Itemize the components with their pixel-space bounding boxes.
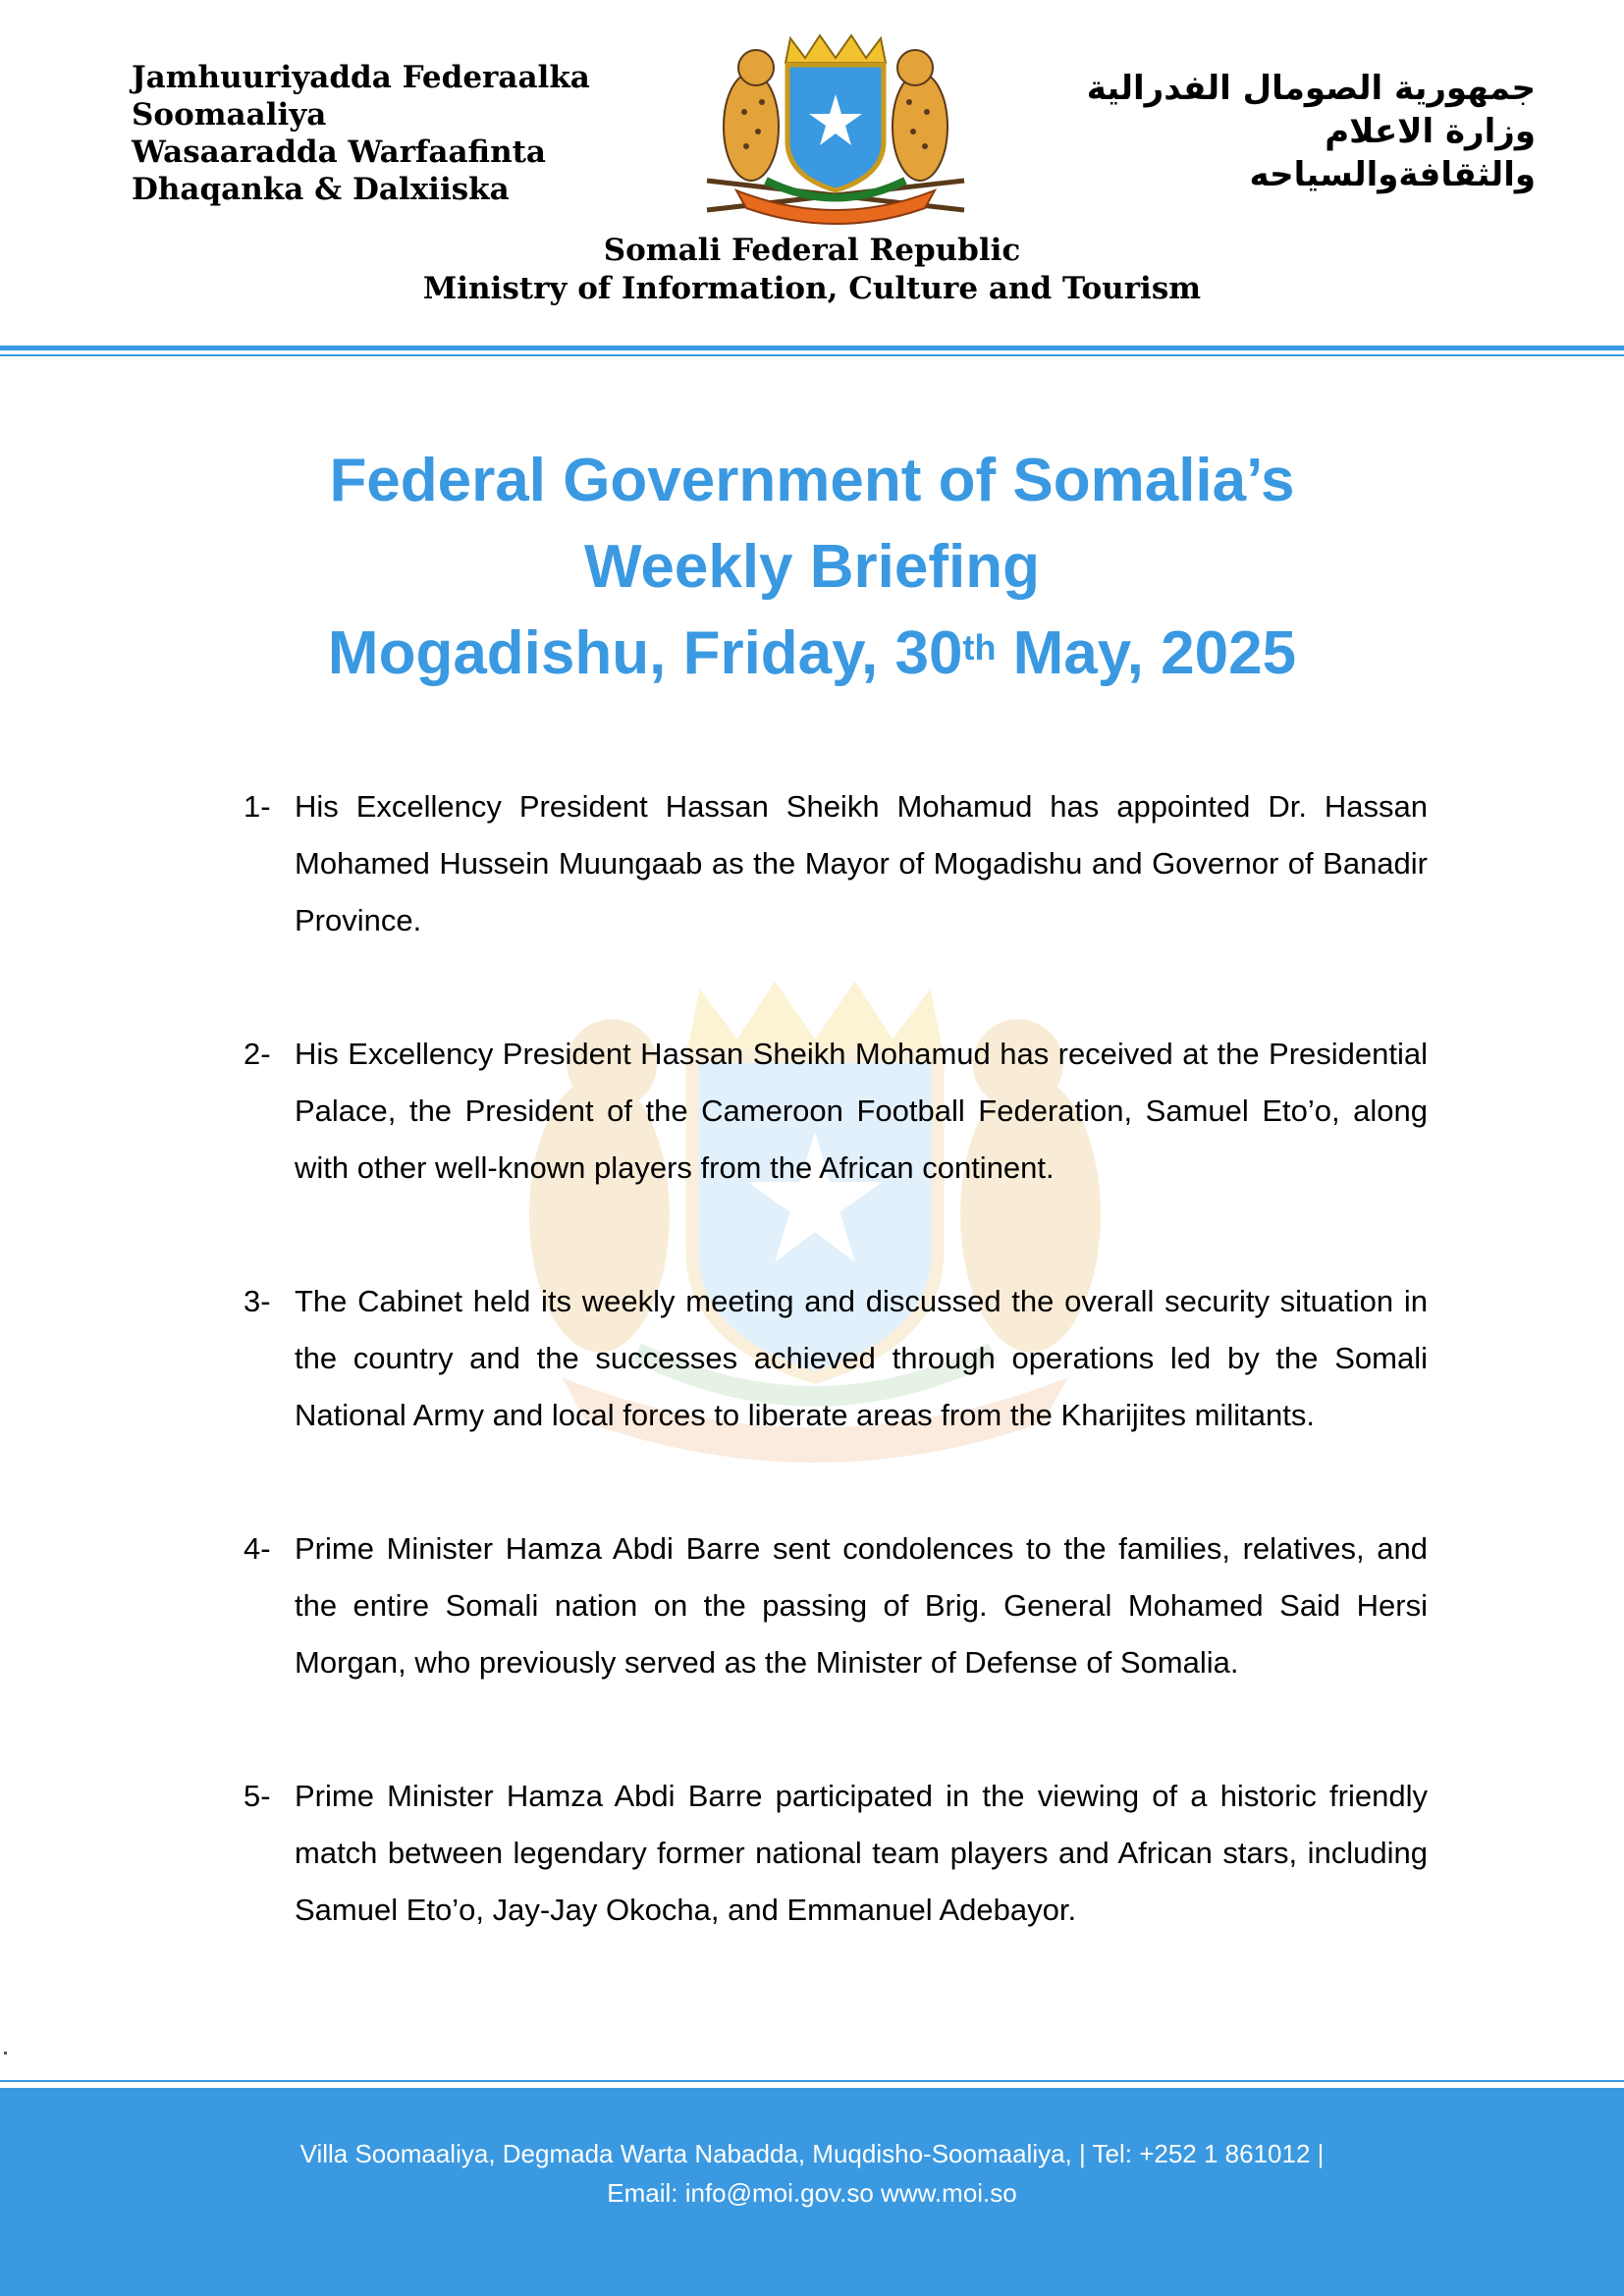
list-item: [244, 1768, 1428, 1939]
header-divider-thin: [0, 354, 1624, 356]
item-number: 2-: [244, 1037, 271, 1071]
stray-dot: [4, 2052, 7, 2055]
somali-header-line: Jamhuuriyadda Federaalka: [132, 60, 590, 95]
list-item: [244, 778, 1428, 949]
somali-header-line: Dhaqanka & Dalxiiska: [132, 172, 510, 207]
list-item: [244, 1273, 1428, 1444]
title-date-pre: Mogadishu, Friday, 30: [327, 619, 963, 687]
title-line-2: Weekly Briefing: [583, 533, 1040, 601]
english-header-line: Somali Federal Republic: [603, 233, 1021, 268]
somalia-coat-of-arms-icon: [697, 33, 974, 230]
title-line-1: Federal Government of Somalia’s: [329, 447, 1295, 514]
arabic-header-line: وزارة الاعلام: [1325, 112, 1536, 151]
list-item: [244, 1026, 1428, 1197]
item-text: The Cabinet held its weekly meeting and discussed the overall security situation in the country and the successes achieved through operations led by the Somali National Army and local forces to liberate areas from the Kharijites militants.: [295, 1284, 1428, 1432]
footer-divider: [0, 2080, 1624, 2082]
item-number: 3-: [244, 1284, 271, 1318]
item-number: 5-: [244, 1779, 271, 1813]
somali-header-line: Soomaaliya: [132, 97, 327, 133]
somali-header-line: Wasaaradda Warfaafinta: [132, 134, 547, 170]
arabic-header-line: جمهورية الصومال الفدرالية: [1086, 69, 1536, 108]
briefing-title: [0, 438, 1624, 697]
item-text: Prime Minister Hamza Abdi Barre sent condolences to the families, relatives, and the entire Somali nation on the passing of Brig. General Mohamed Said Hersi Morgan, who previously served as the Minister of Defense of Somalia.: [295, 1531, 1428, 1680]
item-text: His Excellency President Hassan Sheikh Mohamud has received at the Presidential Palace, the President of the Cameroon Football Federation, Samuel Eto’o, along with other well-known players from the African continent.: [295, 1037, 1428, 1185]
arabic-header: [1087, 67, 1536, 196]
briefing-items-list: [244, 778, 1428, 2015]
header-divider: [0, 346, 1624, 350]
item-text: His Excellency President Hassan Sheikh Mohamud has appointed Dr. Hassan Mohamed Hussein Muungaab as the Mayor of Mogadishu and Governor of Banadir Province.: [295, 789, 1428, 937]
title-date-suffix: th: [962, 627, 997, 667]
title-date-post: May, 2025: [996, 619, 1297, 687]
footer-email-web: Email: info@moi.gov.so www.moi.so: [607, 2178, 1017, 2208]
item-number: 1-: [244, 789, 271, 824]
arabic-header-line: والثقافةوالسياحه: [1249, 155, 1536, 194]
item-text: Prime Minister Hamza Abdi Barre participated in the viewing of a historic friendly match between legendary former national team players and African stars, including Samuel Eto’o, Jay-Jay Okocha, and Emmanuel Adebayor.: [295, 1779, 1428, 1927]
footer-address: Villa Soomaaliya, Degmada Warta Nabadda, Muqdisho-Soomaaliya, | Tel: +252 1 861012 |: [299, 2139, 1325, 2168]
english-header: [0, 232, 1624, 308]
title-line-3: [0, 611, 1624, 697]
list-item: [244, 1521, 1428, 1691]
footer-contact: [0, 2134, 1624, 2213]
somali-header: [132, 59, 590, 208]
item-number: 4-: [244, 1531, 271, 1566]
english-header-line: Ministry of Information, Culture and Tourism: [422, 271, 1202, 306]
